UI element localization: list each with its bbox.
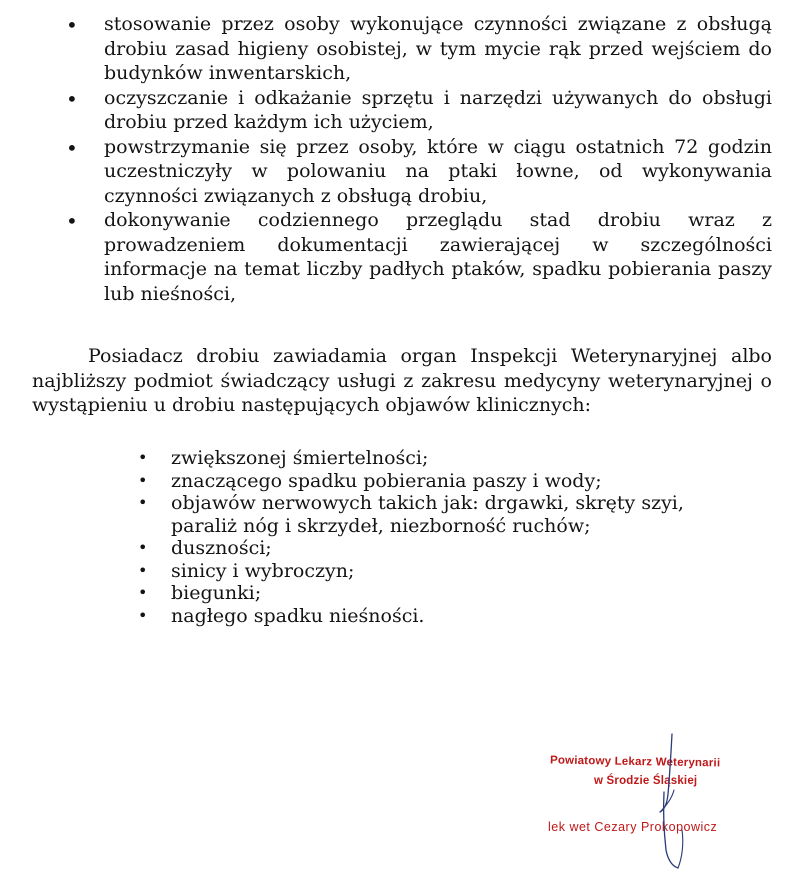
official-stamp — [540, 748, 790, 868]
list-item: • duszności; — [134, 537, 734, 560]
list-item: • stosowanie przez osoby wykonujące czynności związane z obsługą drobiu zasad higieny osobistej, w tym mycie rąk przed wejściem do budynków inwentarskich, — [62, 12, 772, 86]
clinical-symptoms-list — [134, 447, 734, 627]
list-item: • sinicy i wybroczyn; — [134, 560, 734, 583]
list-item: • powstrzymanie się przez osoby, które w ciągu ostatnich 72 godzin uczestniczyły w polowaniu na ptaki łowne, od wykonywania czynności związanych z obsługą drobiu, — [62, 135, 772, 209]
list-item: • nagłego spadku nieśności. — [134, 605, 734, 628]
list-item: • dokonywanie codziennego przeglądu stad drobiu wraz z prowadzeniem dokumentacji zawierającej w szczególności informacje na temat liczby padłych ptaków, spadku pobierania paszy lub nieśności, — [62, 208, 772, 306]
list-item: • objawów nerwowych takich jak: drgawki, skręty szyi, paraliż nóg i skrzydeł, niezborność ruchów; — [134, 492, 734, 537]
list-item: • zwiększonej śmiertelności; — [134, 447, 734, 470]
list-item: • znaczącego spadku pobierania paszy i wody; — [134, 470, 734, 493]
hygiene-requirements-list — [62, 12, 772, 306]
list-item: • oczyszczanie i odkażanie sprzętu i narzędzi używanych do obsługi drobiu przed każdym ich użyciem, — [62, 86, 772, 135]
stamp-location: w Środzie Śląskiej — [594, 775, 698, 787]
stamp-name: lek wet Cezary Prokopowicz — [548, 820, 718, 834]
list-item: • biegunki; — [134, 582, 734, 605]
stamp-title: Powiatowy Lekarz Weterynarii — [549, 754, 721, 770]
notification-paragraph: Posiadacz drobiu zawiadamia organ Inspekcji Weterynaryjnej albo najbliższy podmiot świadczący usługi z zakresu medycyny weterynaryjnej o wystąpieniu u drobiu następujących objawów klinicznych: — [32, 345, 772, 416]
